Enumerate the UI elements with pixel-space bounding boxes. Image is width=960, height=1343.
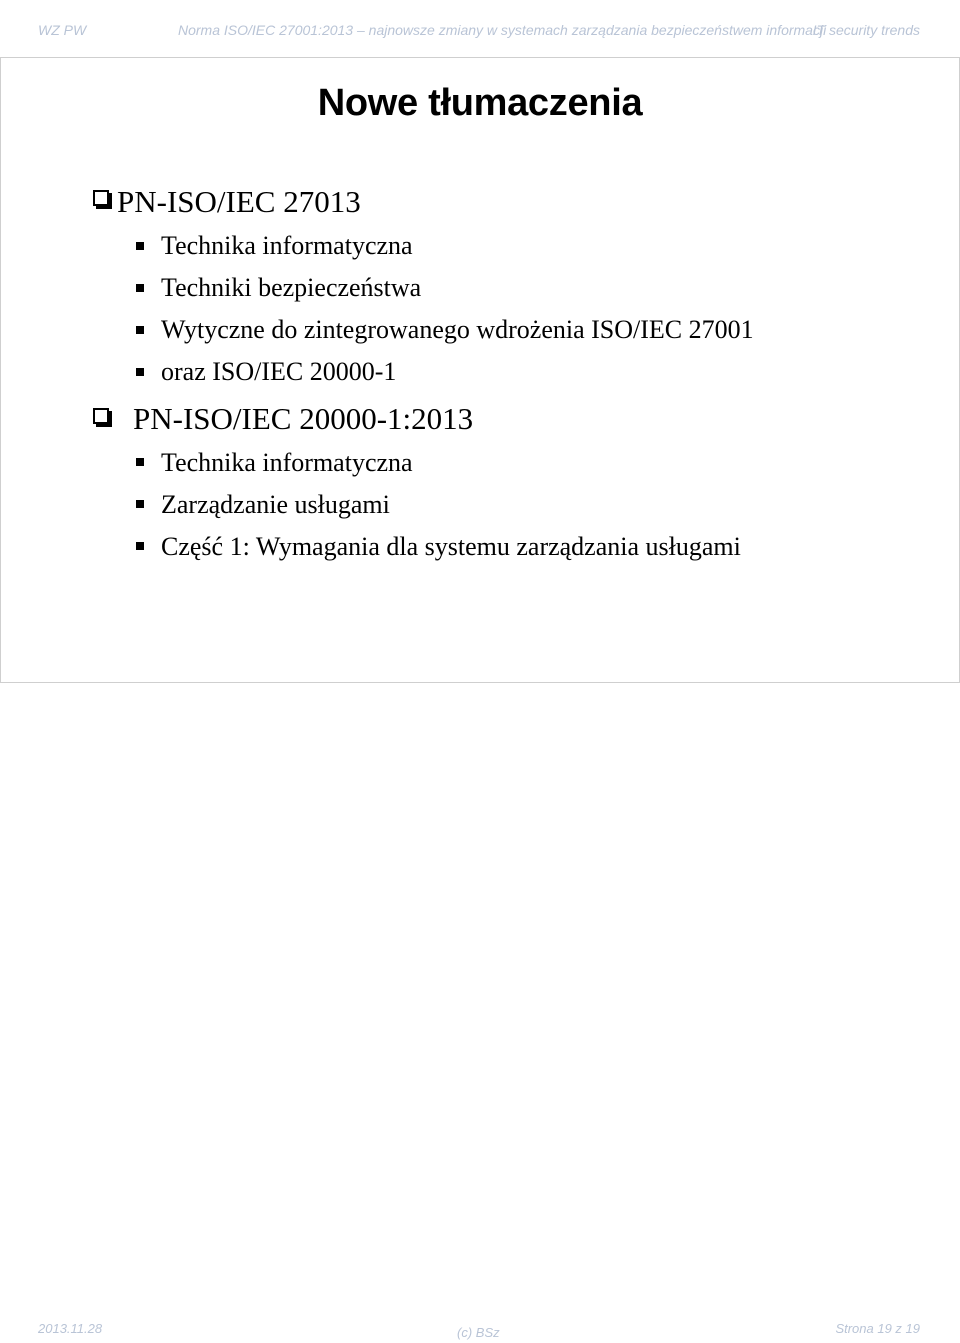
checkbox-bullet-icon (93, 408, 109, 424)
list-item: Technika informatyczna (161, 448, 413, 477)
square-bullet-icon (136, 284, 144, 292)
footer-page-number: Strona 19 z 19 (835, 1321, 920, 1336)
list-item: oraz ISO/IEC 20000-1 (161, 357, 397, 386)
header-event: IT security trends (812, 22, 920, 38)
square-bullet-icon (136, 458, 144, 466)
checkbox-bullet-icon (93, 190, 109, 206)
square-bullet-icon (136, 326, 144, 334)
footer-date: 2013.11.28 (38, 1321, 103, 1336)
section-heading: PN-ISO/IEC 27013 (117, 184, 361, 219)
header-org: WZ PW (38, 22, 87, 38)
slide-title: Nowe tłumaczenia (317, 82, 643, 124)
footer-author: (c) BSz (457, 1325, 500, 1340)
square-bullet-icon (136, 542, 144, 550)
section-heading: PN-ISO/IEC 20000-1:2013 (133, 401, 474, 436)
list-item: Część 1: Wymagania dla systemu zarządzania usługami (161, 532, 741, 561)
square-bullet-icon (136, 242, 144, 250)
square-bullet-icon (136, 500, 144, 508)
list-item: Techniki bezpieczeństwa (161, 273, 422, 302)
list-item: Technika informatyczna (161, 231, 413, 260)
list-item: Zarządzanie usługami (161, 490, 390, 519)
square-bullet-icon (136, 368, 144, 376)
list-item: Wytyczne do zintegrowanego wdrożenia ISO/IEC 27001 (161, 315, 754, 344)
slide (0, 57, 960, 683)
header-topic: Norma ISO/IEC 27001:2013 – najnowsze zmiany w systemach zarządzania bezpieczeństwem informacji (178, 22, 827, 38)
